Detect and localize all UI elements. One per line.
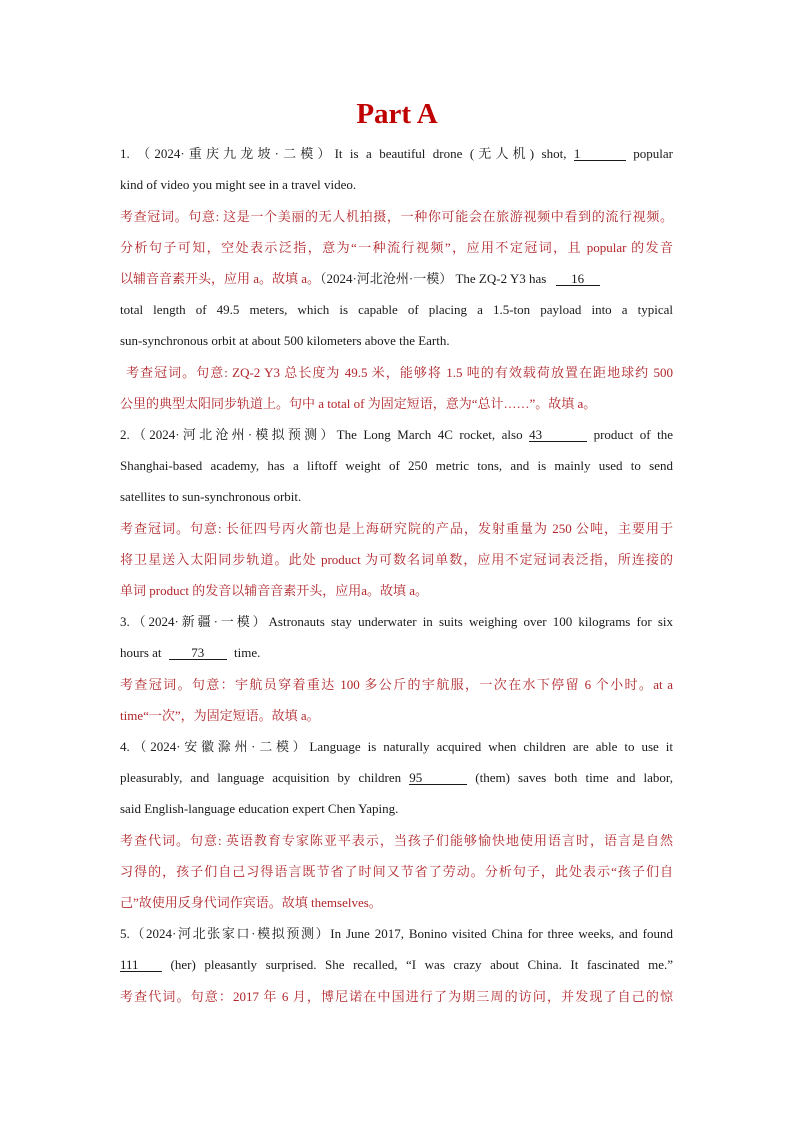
q1b-analysis-1: 考查冠词。句意: ZQ-2 Y3 总长度为 49.5 米，能够将 1.5 吨的有效载荷放置在距地球约 500 xyxy=(126,365,673,380)
q2-line-1 xyxy=(120,427,673,443)
q1b-stem: （2024·河北沧州·一模） The ZQ-2 Y3 has xyxy=(320,271,547,286)
q1b-answer-blank: 16 xyxy=(556,272,600,286)
q1-stem: 1. （2024·重庆九龙坡·二模）It is a beautiful drone (无人机) shot, xyxy=(120,146,567,161)
q1-stem-cont: popular xyxy=(633,146,673,161)
q4-line-3: said English-language education expert Chen Yaping. xyxy=(120,801,399,816)
q5-line-1: 5.（2024·河北张家口·模拟预测）In June 2017, Bonino visited China for three weeks, and found xyxy=(120,926,673,941)
q4-stem-cont-2: (them) saves both time and labor, xyxy=(475,770,673,785)
q3-answer-blank: 73 xyxy=(169,646,227,660)
q1b-line-2: total length of 49.5 meters, which is capable of placing a 1.5-ton payload into a typical xyxy=(120,302,673,317)
q4-stem-cont: pleasurably, and language acquisition by children xyxy=(120,770,402,785)
q3-line-2 xyxy=(120,645,673,661)
part-title: Part A xyxy=(356,98,438,130)
q5-stem-cont: (her) pleasantly surprised. She recalled, “I was crazy about China. It fascinated me.” xyxy=(170,957,673,972)
q2-stem: 2.（2024·河北沧州·模拟预测）The Long March 4C rocket, also xyxy=(120,427,523,442)
q2-line-2: Shanghai-based academy, has a liftoff weight of 250 metric tons, and is mainly used to send xyxy=(120,458,673,473)
q1b-line-3: sun-synchronous orbit at about 500 kilometers above the Earth. xyxy=(120,333,450,348)
q4-line-1: 4.（2024·安徽滁州·二模）Language is naturally acquired when children are able to use it xyxy=(120,739,673,754)
q1-analysis-2: 分析句子可知，空处表示泛指，意为“一种流行视频”，应用不定冠词，且 popular 的发音 xyxy=(120,240,673,255)
q5-answer-blank: 111 xyxy=(120,958,162,972)
q4-answer-blank: 95 xyxy=(409,771,467,785)
q3-stem-end: time. xyxy=(234,645,261,660)
q2-stem-cont: product of the xyxy=(593,427,673,442)
q2-answer-blank: 43 xyxy=(529,428,587,442)
q3-line-1: 3.（2024·新疆·一模）Astronauts stay underwater in suits weighing over 100 kilograms for six xyxy=(120,614,673,629)
q2-line-3: satellites to sun-synchronous orbit. xyxy=(120,489,302,504)
q2-analysis-3: 单词 product 的发音以辅音音素开头，应用a。故填 a。 xyxy=(120,583,429,598)
q1b-analysis-2: 公里的典型太阳同步轨道上。句中 a total of 为固定短语，意为“总计……”。故填 a。 xyxy=(120,396,597,411)
q1-analysis-1: 考查冠词。句意: 这是一个美丽的无人机拍摄，一种你可能会在旅游视频中看到的流行视频。 xyxy=(120,209,673,224)
q4-analysis-1: 考查代词。句意: 英语教育专家陈亚平表示，当孩子们能够愉快地使用语言时，语言是自然 xyxy=(120,833,673,848)
q3-stem-cont: hours at xyxy=(120,645,162,660)
q1-answer-blank: 1 xyxy=(574,147,626,161)
q3-analysis-1: 考查冠词。句意：宇航员穿着重达 100 多公斤的宇航服，一次在水下停留 6 个小时。at a xyxy=(120,677,673,692)
q1-analysis-3: 以辅音音素开头，应用 a。故填 a。 xyxy=(120,271,321,286)
q1-line-3 xyxy=(120,271,673,287)
q4-line-2 xyxy=(120,770,673,786)
q5-line-2 xyxy=(120,957,673,973)
q2-analysis-1: 考查冠词。句意: 长征四号丙火箭也是上海研究院的产品，发射重量为 250 公吨，主要用于 xyxy=(120,521,673,536)
q1-line-2: kind of video you might see in a travel video. xyxy=(120,177,357,192)
q1-line-1 xyxy=(120,146,673,162)
q4-analysis-3: 己”故使用反身代词作宾语。故填 themselves。 xyxy=(120,895,382,910)
q5-analysis-1: 考查代词。句意：2017 年 6 月，博尼诺在中国进行了为期三周的访问，并发现了自己的惊 xyxy=(120,989,673,1004)
q2-analysis-2: 将卫星送入太阳同步轨道。此处 product 为可数名词单数，应用不定冠词表泛指，所连接的 xyxy=(120,552,673,567)
q4-analysis-2: 习得的，孩子们自己习得语言既节省了时间又节省了劳动。分析句子，此处表示“孩子们自 xyxy=(120,864,673,879)
q3-analysis-2: time“一次”，为固定短语。故填 a。 xyxy=(120,708,320,723)
